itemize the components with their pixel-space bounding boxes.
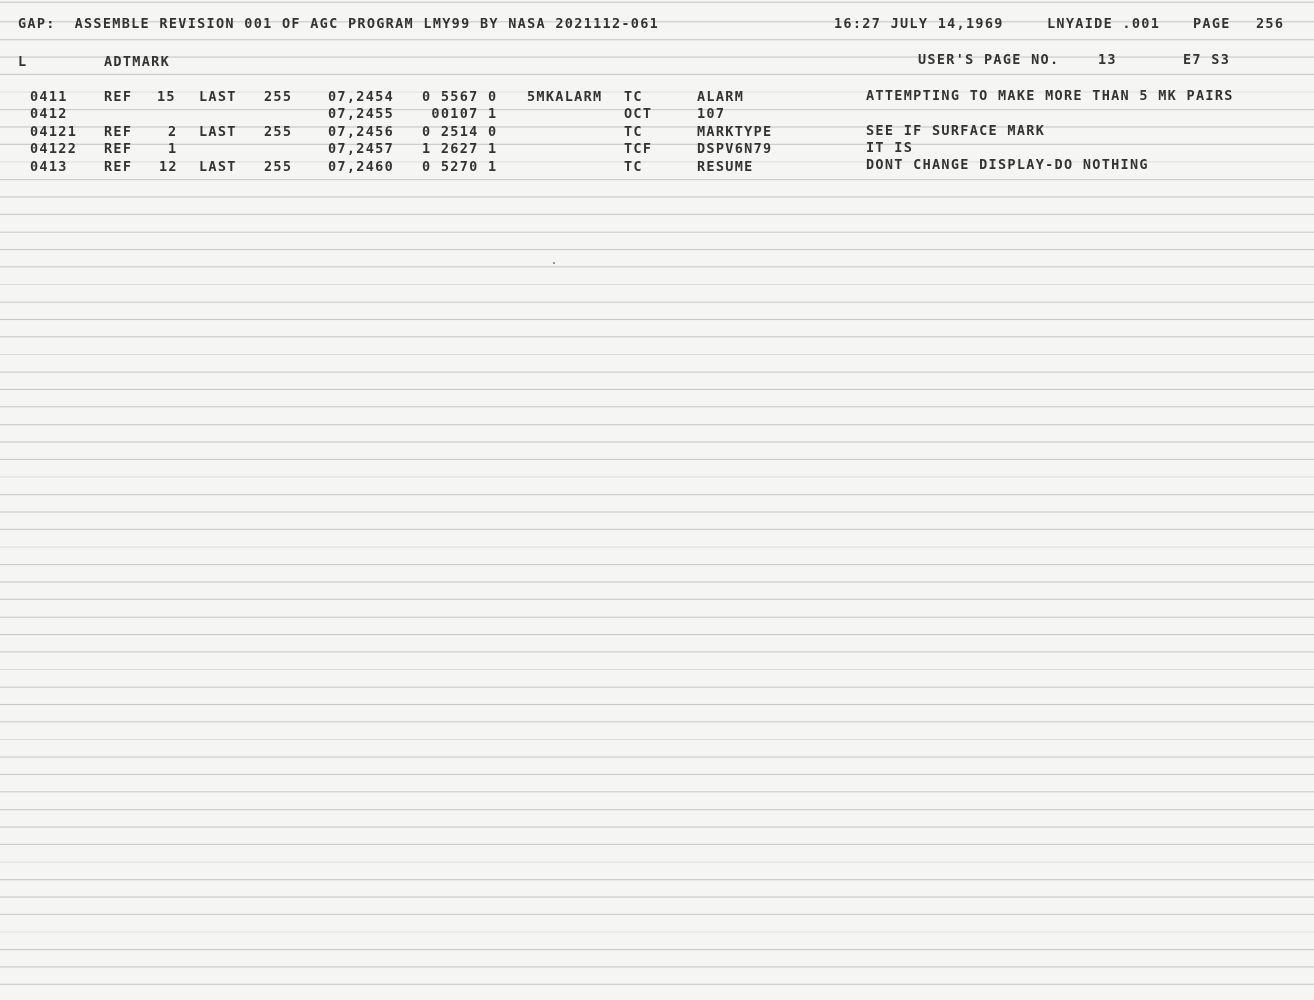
- operand: MARKTYPE: [697, 124, 773, 140]
- line-number: 0412: [30, 106, 68, 122]
- address: 07,2457: [328, 141, 394, 157]
- line-number: 04121: [30, 124, 78, 140]
- opcode: TC: [624, 89, 643, 105]
- ref-count: 1: [168, 141, 178, 157]
- ref-keyword: REF: [104, 124, 133, 140]
- octal-word: 00107 1: [422, 106, 498, 122]
- users-page-number: 13: [1098, 52, 1117, 68]
- operand: RESUME: [697, 159, 754, 175]
- opcode: TC: [624, 159, 643, 175]
- page-label: PAGE: [1193, 16, 1231, 32]
- line-number: 04122: [30, 141, 78, 157]
- assembly-title: GAP: ASSEMBLE REVISION 001 OF AGC PROGRAM LMY99 BY NASA 2021112-061: [18, 16, 660, 32]
- operand: DSPV6N79: [697, 141, 773, 157]
- comment: DONT CHANGE DISPLAY-DO NOTHING: [866, 157, 1149, 173]
- users-page-label: USER'S PAGE NO.: [918, 52, 1060, 68]
- opcode: OCT: [624, 106, 653, 122]
- ref-count: 15: [157, 89, 176, 105]
- page-number: 256: [1256, 16, 1285, 32]
- last-page: 255: [264, 159, 293, 175]
- ref-count: 2: [168, 124, 178, 140]
- timestamp: 16:27 JULY 14,1969: [834, 16, 1004, 32]
- user-id: LNYAIDE .001: [1047, 16, 1161, 32]
- ref-keyword: REF: [104, 141, 133, 157]
- ref-count: 12: [159, 159, 178, 175]
- octal-word: 0 2514 0: [422, 124, 498, 140]
- octal-word: 0 5567 0: [422, 89, 498, 105]
- line-number: 0413: [30, 159, 68, 175]
- octal-word: 0 5270 1: [422, 159, 498, 175]
- address: 07,2460: [328, 159, 394, 175]
- last-page: 255: [264, 89, 293, 105]
- last-keyword: LAST: [199, 124, 237, 140]
- address: 07,2455: [328, 106, 394, 122]
- last-keyword: LAST: [199, 159, 237, 175]
- last-keyword: LAST: [199, 89, 237, 105]
- ref-keyword: REF: [104, 159, 133, 175]
- line-number: 0411: [30, 89, 68, 105]
- comment: ATTEMPTING TO MAKE MORE THAN 5 MK PAIRS: [866, 88, 1234, 104]
- comment: SEE IF SURFACE MARK: [866, 123, 1046, 139]
- opcode: TCF: [624, 141, 653, 157]
- last-page: 255: [264, 124, 293, 140]
- ink-speck: [553, 262, 555, 264]
- section-code: E7 S3: [1183, 52, 1231, 68]
- comment: IT IS: [866, 140, 914, 156]
- ref-keyword: REF: [104, 89, 133, 105]
- operand: 107: [697, 106, 726, 122]
- octal-word: 1 2627 1: [422, 141, 498, 157]
- listing-marker: L: [18, 54, 28, 70]
- address: 07,2456: [328, 124, 394, 140]
- opcode: TC: [624, 124, 643, 140]
- operand: ALARM: [697, 89, 745, 105]
- section-name: ADTMARK: [104, 54, 170, 70]
- symbol-label: 5MKALARM: [527, 89, 603, 105]
- address: 07,2454: [328, 89, 394, 105]
